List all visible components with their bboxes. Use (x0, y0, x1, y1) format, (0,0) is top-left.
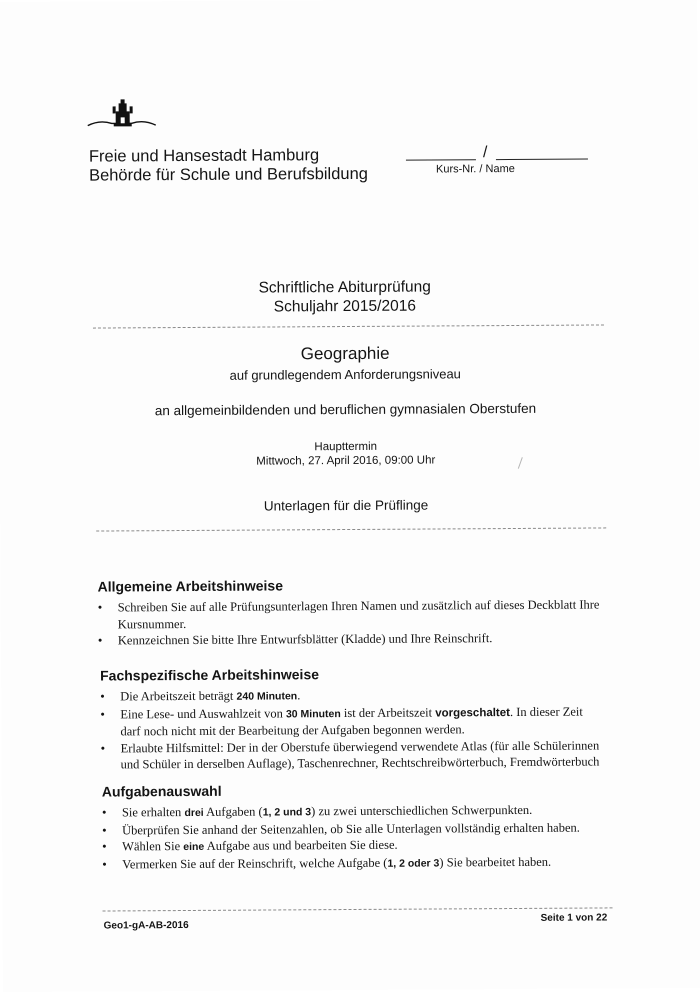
general-instructions-list (98, 596, 608, 649)
task-count: drei (184, 806, 204, 820)
list-item-text: Vermerken Sie auf der Reinschrift, welche Aufgabe ( (122, 855, 388, 871)
course-slash: / (482, 144, 488, 162)
list-item-text: Die Arbeitszeit beträgt (120, 688, 237, 704)
prepended-keyword: vorgeschaltet (435, 706, 511, 719)
exam-date: Mittwoch, 27. April 2016, 09:00 Uhr (256, 454, 436, 468)
course-name-field[interactable] (406, 145, 591, 182)
list-item-text: Wählen Sie (122, 839, 184, 854)
subject-instructions-heading: Fachspezifische Arbeitshinweise (100, 666, 320, 684)
subject-instructions-list (100, 685, 606, 773)
list-item-text: . In dieser Zeit darf noch nicht mit der Bearbeitung der Aufgaben begonnen werden. (120, 704, 583, 739)
task-options: 1, 2 oder 3 (387, 856, 440, 870)
exam-title (0, 276, 695, 318)
list-item: • Erlaubte Hilfsmittel: Der in der Oberstufe überwiegend verwendete Atlas (für alle Schülerinnen und Schüler in derselben Auflage), Taschenrechner, Rechtschreibwörterbuch, Fremdwörterbuch (100, 737, 605, 773)
requirement-level: auf grundlegendem Anforderungsniveau (229, 366, 461, 383)
divider-middle (96, 527, 606, 531)
exam-term: Haupttermin (314, 440, 378, 454)
page-number: Seite 1 von 22 (540, 912, 608, 924)
list-item-text: Sie erhalten (121, 805, 185, 820)
course-number-line[interactable] (406, 159, 476, 160)
list-item-text: ist der Arbeitszeit (340, 704, 436, 720)
list-item-text: ) zu zwei unterschiedlichen Schwerpunkten. (311, 802, 533, 819)
list-item: • Überprüfen Sie anhand der Seitenzahlen, ob Sie alle Unterlagen vollständig erhalten haben. (102, 819, 607, 839)
list-item: • Schreiben Sie auf alle Prüfungsunterlagen Ihren Namen und zusätzlich auf dieses Deckblatt Ihre Kursnummer. (98, 596, 608, 632)
list-item: • Kennzeichnen Sie bitte Ihre Entwurfsblätter (Kladde) und Ihre Reinschrift. (98, 629, 608, 649)
authority-line-department: Behörde für Schule und Berufsbildung (88, 164, 368, 185)
hamburg-coat-of-arms-logo (86, 97, 158, 131)
reading-time: 30 Minuten (285, 707, 341, 720)
exam-date-block (0, 438, 696, 470)
task-numbers: 1, 2 und 3 (262, 806, 312, 819)
student-name-line[interactable] (496, 159, 588, 161)
list-item-text: . (297, 688, 301, 703)
list-item-text: Aufgabe aus und bearbeiten Sie diese. (204, 837, 398, 853)
divider-top (93, 324, 604, 328)
document-code: Geo1-gA-AB-2016 (103, 919, 189, 932)
working-time: 240 Minuten (236, 690, 298, 703)
list-item (100, 703, 605, 740)
documents-caption: Unterlagen für die Prüflinge (263, 497, 429, 514)
exam-title-line1: Schriftliche Abiturprüfung (258, 278, 431, 297)
course-name-caption: Kurs-Nr. / Name (435, 162, 515, 176)
authority-block (89, 146, 368, 186)
general-instructions-heading: Allgemeine Arbeitshinweise (97, 577, 284, 595)
exam-title-line2: Schuljahr 2015/2016 (273, 297, 416, 316)
task-selection-list (102, 801, 607, 873)
list-item-text: Eine Lese- und Auswahlzeit von (120, 705, 286, 721)
task-choice-count: eine (183, 840, 205, 854)
authority-line-city: Freie und Hansestadt Hamburg (88, 146, 320, 166)
list-item-text: ) Sie bearbeitet haben. (439, 854, 552, 869)
list-item-text: Aufgaben ( (203, 804, 263, 819)
task-selection-heading: Aufgabenauswahl (101, 782, 222, 800)
list-item (102, 853, 607, 874)
subject-title: Geographie (300, 343, 390, 364)
school-types: an allgemeinbildenden und beruflichen gymnasialen Oberstufen (154, 400, 537, 419)
divider-bottom (103, 907, 613, 911)
